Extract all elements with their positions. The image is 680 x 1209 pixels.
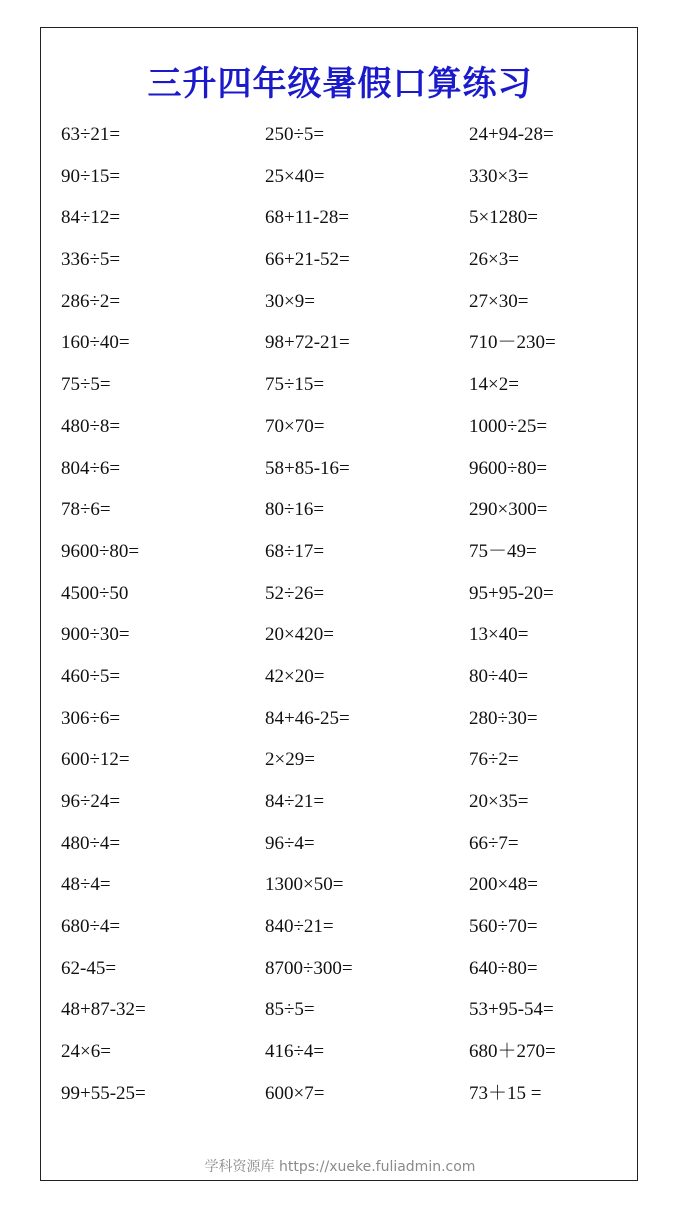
problem-item: 68+11-28= (265, 207, 350, 229)
problem-item: 48+87-32= (61, 999, 146, 1021)
problem-item: 4500÷50 (61, 582, 129, 604)
problem-item: 99+55-25= (61, 1082, 146, 1104)
problem-item: 24+94-28= (469, 124, 554, 145)
problem-item: 26×3= (469, 249, 519, 271)
problem-item: 52÷26= (265, 582, 325, 604)
problem-item: 63÷21= (61, 124, 121, 145)
problem-item: 9600÷80= (469, 457, 548, 479)
footer-watermark: 学科资源库 https://xueke.fuliadmin.com (204, 1159, 476, 1175)
worksheet-title: 三升四年级暑假口算练习 (147, 64, 533, 104)
problem-item: 70×70= (265, 415, 325, 437)
problem-item: 53+95-54= (469, 999, 554, 1021)
problem-grid (61, 114, 631, 1115)
problem-item: 66+21-52= (265, 249, 350, 271)
problem-item: 96÷4= (265, 832, 315, 854)
problem-item: 24×6= (61, 1041, 111, 1063)
problem-item: 560÷70= (469, 916, 538, 938)
problem-item: 84÷21= (265, 791, 325, 812)
problem-item: 84÷12= (61, 207, 121, 229)
problem-item: 5×1280= (469, 207, 538, 229)
problem-item: 600÷12= (61, 749, 130, 771)
problem-item: 840÷21= (265, 916, 334, 938)
problem-item: 75÷15= (265, 374, 325, 396)
problem-item: 9600÷80= (61, 540, 140, 562)
problem-item: 250÷5= (265, 124, 325, 145)
problem-item: 1000÷25= (469, 415, 548, 437)
problem-item: 84+46-25= (265, 707, 350, 729)
problem-item: 460÷5= (61, 665, 121, 687)
problem-item: 416÷4= (265, 1041, 325, 1063)
problem-item: 73＋15 = (469, 1082, 542, 1104)
problem-item: 27×30= (469, 290, 529, 312)
problem-item: 48÷4= (61, 874, 111, 896)
problem-item: 80÷40= (469, 665, 529, 687)
problem-item: 98+72-21= (265, 332, 350, 354)
problem-item: 2×29= (265, 749, 315, 771)
problem-item: 710－230= (469, 332, 556, 354)
problem-item: 95+95-20= (469, 582, 554, 604)
problem-item: 66÷7= (469, 832, 519, 854)
problem-item: 14×2= (469, 374, 519, 396)
problem-item: 280÷30= (469, 707, 538, 729)
problem-item: 90÷15= (61, 165, 121, 187)
problem-item: 13×40= (469, 624, 529, 646)
problem-item: 20×420= (265, 624, 334, 646)
problem-item: 68÷17= (265, 540, 325, 562)
problem-item: 20×35= (469, 791, 529, 812)
problem-item: 480÷8= (61, 415, 121, 437)
problem-item: 640÷80= (469, 957, 538, 979)
problem-item: 25×40= (265, 165, 325, 187)
problem-item: 330×3= (469, 165, 529, 187)
problem-item: 1300×50= (265, 874, 344, 896)
problem-item: 30×9= (265, 290, 315, 312)
problem-item: 900÷30= (61, 624, 130, 646)
problem-item: 680＋270= (469, 1041, 556, 1063)
problem-item: 200×48= (469, 874, 538, 896)
problem-item: 804÷6= (61, 457, 121, 479)
problem-item: 85÷5= (265, 999, 315, 1021)
problem-item: 75÷5= (61, 374, 111, 396)
problem-item: 80÷16= (265, 499, 325, 521)
problem-item: 96÷24= (61, 791, 121, 812)
problem-item: 75－49= (469, 540, 537, 562)
problem-item: 336÷5= (61, 249, 121, 271)
problem-item: 306÷6= (61, 707, 121, 729)
problem-item: 78÷6= (61, 499, 111, 521)
problem-item: 76÷2= (469, 749, 519, 771)
problem-item: 58+85-16= (265, 457, 350, 479)
problem-item: 286÷2= (61, 290, 121, 312)
problem-item: 8700÷300= (265, 957, 353, 979)
problem-item: 290×300= (469, 499, 548, 521)
problem-item: 600×7= (265, 1082, 325, 1104)
problem-item: 480÷4= (61, 832, 121, 854)
problem-item: 62-45= (61, 957, 117, 979)
problem-item: 680÷4= (61, 916, 121, 938)
problem-item: 160÷40= (61, 332, 130, 354)
problem-item: 42×20= (265, 665, 325, 687)
